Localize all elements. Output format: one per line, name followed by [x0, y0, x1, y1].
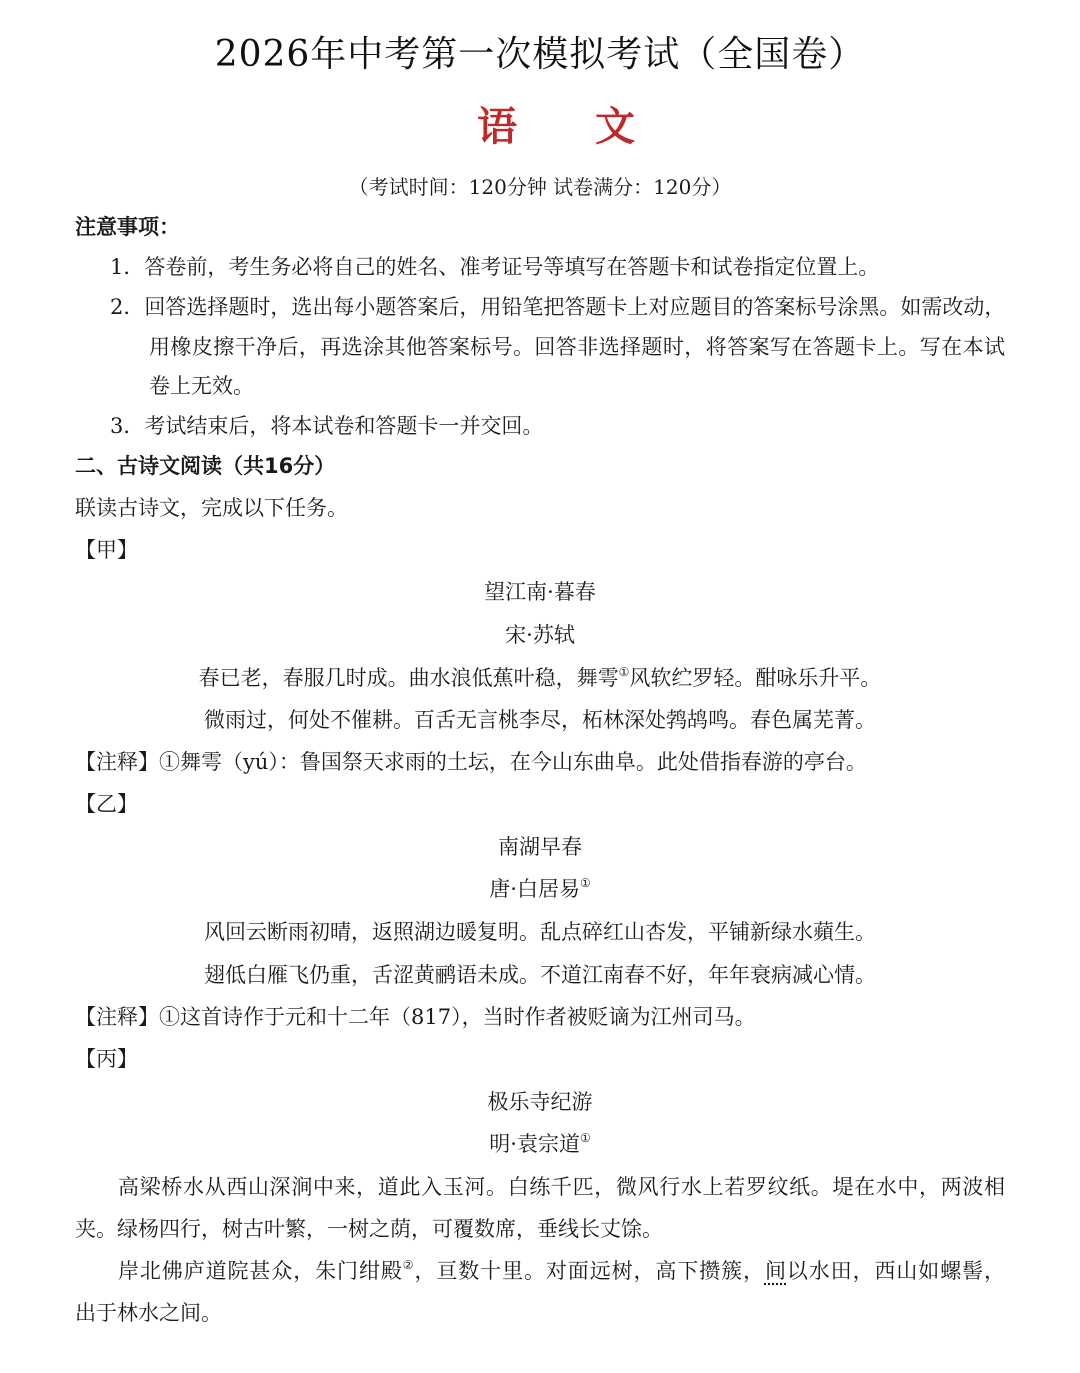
notice-item-2-line-1: 2．回答选择题时，选出每小题答案后，用铅笔把答题卡上对应题目的答案标号涂黑。如需改动， — [110, 295, 1006, 319]
notice-item-2-line-2: 用橡皮擦干净后，再选涂其他答案标号。回答非选择题时，将答案写在答题卡上。写在本试 — [149, 335, 1005, 359]
prose-c-para-2-line-2: 出于林水之间。 — [75, 1301, 222, 1325]
poem-a-note: 【注释】①舞雩（yú）：鲁国祭天求雨的土坛，在今山东曲阜。此处借指春游的亭台。 — [75, 750, 867, 774]
notice-item-2-line-3: 卷上无效。 — [149, 374, 254, 398]
poem-b-author-text: 唐·白居易 — [489, 877, 580, 901]
section-heading: 二、古诗文阅读（共16分） — [75, 454, 336, 478]
emphasized-character: 间 — [764, 1259, 787, 1283]
poem-a-line-1-text-b: 风软纻罗轻。酣咏乐升平。 — [629, 666, 882, 690]
poem-b-label: 【乙】 — [75, 792, 138, 816]
prose-c-para-2-text-c: 以水田，西山如螺髻， — [786, 1259, 1006, 1283]
poem-a-label: 【甲】 — [75, 538, 138, 562]
exam-info: （考试时间：120分钟 试卷满分：120分） — [348, 175, 732, 199]
prose-c-para-2-text-b: ，亘数十里。对面远树，高下攒簇， — [414, 1259, 765, 1283]
poem-a-line-1-text-a: 春已老，春服几时成。曲水浪低蕉叶稳，舞雩 — [198, 666, 619, 690]
notice-item-1: 1．答卷前，考生务必将自己的姓名、准考证号等填写在答题卡和试卷指定位置上。 — [110, 255, 880, 279]
footnote-marker: ① — [618, 665, 630, 679]
prose-c-author — [0, 1131, 1080, 1157]
poem-b-title: 南湖早春 — [498, 835, 582, 859]
footnote-marker: ① — [579, 876, 591, 890]
poem-b-author — [0, 876, 1080, 902]
section-instruction: 联读古诗文，完成以下任务。 — [75, 496, 348, 520]
prose-c-title: 极乐寺纪游 — [487, 1090, 593, 1114]
prose-c-para-2-line-1 — [118, 1258, 1005, 1284]
prose-c-author-text: 明·袁宗道 — [489, 1132, 580, 1156]
footnote-marker: ② — [402, 1258, 415, 1272]
notice-item-3: 3．考试结束后，将本试卷和答题卡一并交回。 — [110, 414, 544, 438]
poem-b-line-1: 风回云断雨初晴，返照湖边暖复明。乱点碎红山杏发，平铺新绿水蘋生。 — [204, 920, 876, 944]
poem-a-title: 望江南·暮春 — [484, 580, 596, 604]
poem-a-line-2: 微雨过，何处不催耕。百舌无言桃李尽，柘林深处鹁鸪鸣。春色属芜菁。 — [204, 708, 876, 732]
prose-c-para-2-text-a: 岸北佛庐道院甚众，朱门绀殿 — [118, 1259, 403, 1283]
prose-c-para-1-line-2: 夹。绿杨四行，树古叶繁，一树之荫，可覆数席，垂线长丈馀。 — [75, 1217, 663, 1241]
notice-heading: 注意事项： — [75, 215, 180, 239]
prose-c-para-1-line-1: 高梁桥水从西山深涧中来，道此入玉河。白练千匹，微风行水上若罗纹纸。堤在水中，两波相 — [118, 1175, 1005, 1199]
subject-title: 语 文 — [477, 103, 667, 150]
poem-a-line-1 — [0, 665, 1080, 691]
footnote-marker: ① — [579, 1131, 591, 1145]
prose-c-label: 【丙】 — [75, 1047, 138, 1071]
poem-b-line-2: 翅低白雁飞仍重，舌涩黄鹂语未成。不道江南春不好，年年衰病减心情。 — [204, 963, 876, 987]
exam-title: 2026年中考第一次模拟考试（全国卷） — [214, 34, 866, 75]
poem-a-author: 宋·苏轼 — [505, 623, 575, 647]
poem-b-note: 【注释】①这首诗作于元和十二年（817），当时作者被贬谪为江州司马。 — [75, 1005, 756, 1029]
